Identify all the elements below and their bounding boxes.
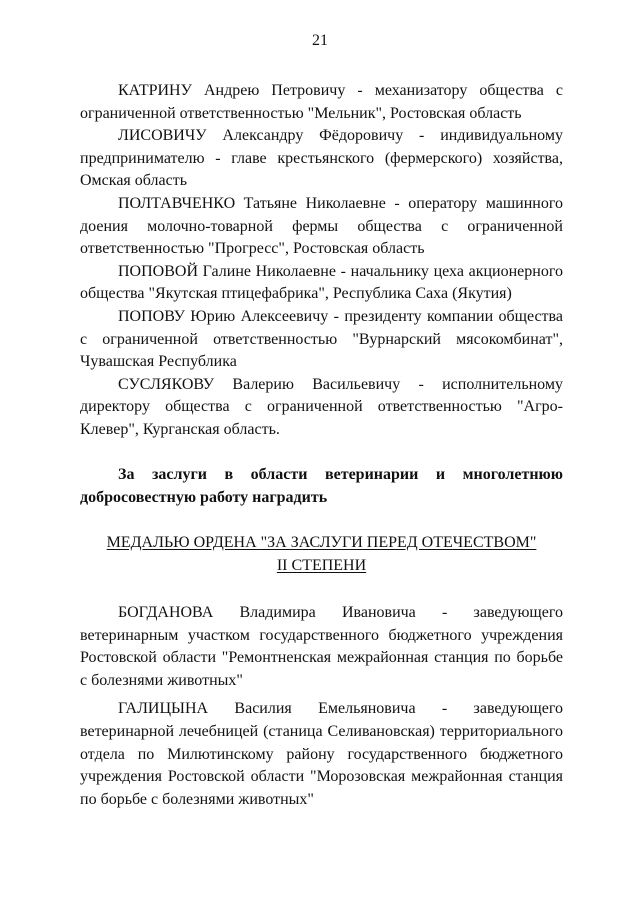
award-entry-katrin: КАТРИНУ Андрею Петровичу - механизатору общества с ограниченной ответственностью "Мельник", Ростовская область	[80, 82, 563, 122]
award-entry-bogdanov: БОГДАНОВА Владимира Ивановича - заведующего ветеринарным участком государственного бюджетного учреждения Ростовской области "Ремонтненская межрайонная станция по борьбе с болезнями животных"	[80, 604, 563, 689]
award-entry-popova: ПОПОВОЙ Галине Николаевне - начальнику цеха акционерного общества "Якутская птицефабрика", Республика Саха (Якутия)	[80, 262, 563, 303]
medal-title-line1: МЕДАЛЬЮ ОРДЕНА "ЗА ЗАСЛУГИ ПЕРЕД ОТЕЧЕСТВОМ"	[106, 534, 537, 551]
award-entry-popov: ПОПОВУ Юрию Алексеевичу - президенту компании общества с ограниченной ответственностью "Вурнарский мясокомбинат", Чувашская Республика	[80, 307, 563, 371]
award-entry-suslyakov: СУСЛЯКОВУ Валерию Васильевичу - исполнительному директору общества с ограниченной ответственностью "Агро-Клевер", Курганская область.	[80, 375, 563, 438]
page-number: 21	[312, 32, 328, 49]
award-list-previous	[80, 80, 563, 442]
award-entry-lisovich: ЛИСОВИЧУ Александру Фёдоровичу - индивидуальному предпринимателю - главе крестьянского (фермерского) хозяйства, Омская область	[80, 127, 563, 190]
award-list-medal	[80, 602, 563, 817]
decree-heading: За заслуги в области ветеринарии и многолетнюю добросовестную работу наградить	[80, 466, 563, 506]
award-entry-galitsyn: ГАЛИЦЫНА Василия Емельяновича - заведующего ветеринарной лечебницей (станица Селивановская) территориального отдела по Милютинскому району государственного бюджетного учреждения Ростовской области "Морозовская межрайонная станция по борьбе с болезнями животных"	[80, 700, 563, 808]
medal-title	[80, 532, 563, 577]
medal-title-line2: II СТЕПЕНИ	[276, 556, 367, 574]
award-entry-poltavchenko: ПОЛТАВЧЕНКО Татьяне Николаевне - оператору машинного доения молочно-товарной фермы общества с ограниченной ответственностью "Прогресс", Ростовская область	[80, 194, 563, 258]
